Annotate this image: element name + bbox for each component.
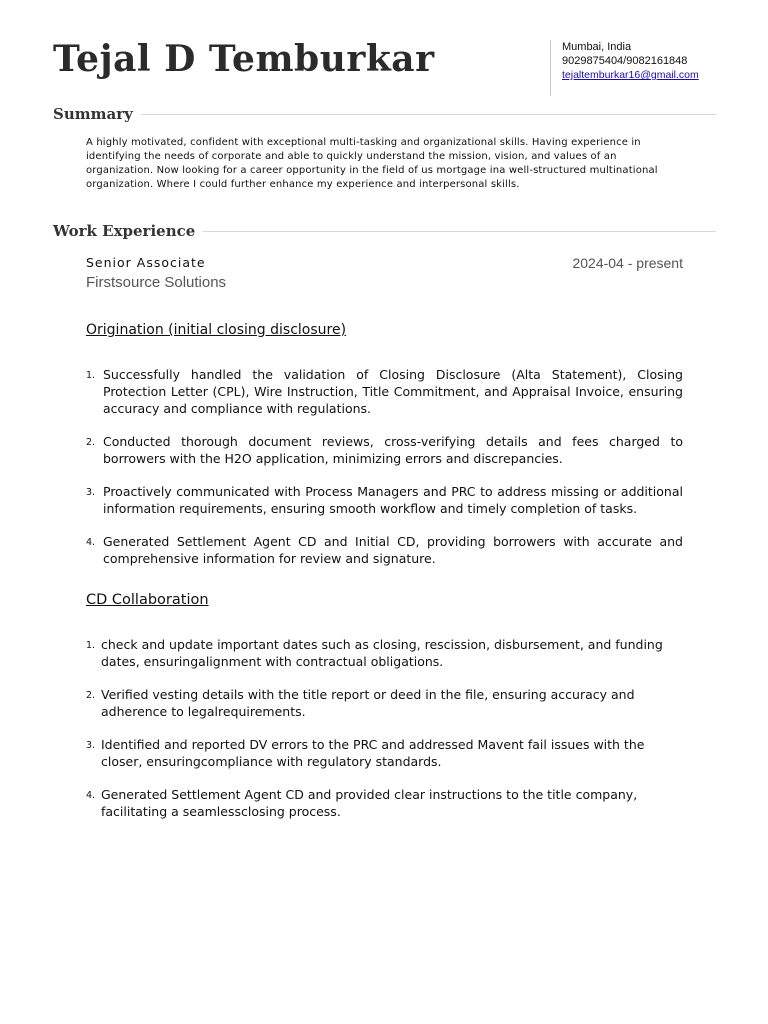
list-item: 2. Verified vesting details with the title report or deed in the file, ensuring accuracy and adherence to legalrequirements. — [86, 687, 635, 719]
summary-text: A highly motivated, confident with exceptional multi-tasking and organizational skills. Having experience in identifying the needs of corporate and able to quickly understand the mission, vision, and values of an organization. Now looking for a career opportunity in the field of us mortgage ina well-structured multinational organization. Where I could further enhance my experience and interpersonal skills. — [86, 137, 658, 190]
cd-collaboration-heading: CD Collaboration — [86, 592, 209, 608]
list-item: 2. Conducted thorough document reviews, cross-verifying details and fees charged to borrowers with the H2O application, minimizing errors and discrepancies. — [86, 434, 683, 466]
phone: 9029875404/9082161848 — [562, 55, 688, 67]
origination-heading: Origination (initial closing disclosure) — [86, 322, 347, 338]
list-item: 1. check and update important dates such as closing, rescission, disbursement, and funding dates, ensuringalignment with contractual obligations. — [86, 637, 663, 669]
list-item: 3. Identified and reported DV errors to the PRC and addressed Mavent fail issues with the closer, ensuringcompliance with regulatory standards. — [86, 737, 645, 769]
work-experience-heading — [53, 222, 716, 240]
work-experience-title: Work Experience — [53, 222, 196, 240]
location: Mumbai, India — [562, 41, 632, 53]
summary-heading — [53, 105, 716, 123]
origination-list — [86, 366, 683, 567]
candidate-name: Tejal D Temburkar — [53, 38, 435, 80]
list-item: 3. Proactively communicated with Process Managers and PRC to address missing or additional information requirements, ensuring smooth workflow and timely completion of tasks. — [86, 484, 683, 516]
contact-block — [550, 40, 699, 96]
job-title: Senior Associate — [86, 255, 206, 270]
company-name: Firstsource Solutions — [86, 274, 227, 291]
email-link[interactable]: tejaltemburkar16@gmail.com — [562, 69, 699, 81]
cd-collaboration-list — [86, 636, 666, 820]
section-divider — [203, 231, 716, 232]
section-divider — [141, 114, 716, 115]
list-item: 4. Generated Settlement Agent CD and Initial CD, providing borrowers with accurate and comprehensive information for review and signature. — [86, 534, 683, 566]
list-item: 1. Successfully handled the validation of Closing Disclosure (Alta Statement), Closing Protection Letter (CPL), Wire Instruction, Title Commitment, and Appraisal Invoice, ensuring accuracy and compliance with regulations. — [86, 367, 683, 416]
job-dates: 2024-04 - present — [572, 255, 683, 271]
summary-title: Summary — [53, 105, 133, 123]
list-item: 4. Generated Settlement Agent CD and provided clear instructions to the title company, facilitating a seamlessclosing process. — [86, 787, 638, 819]
